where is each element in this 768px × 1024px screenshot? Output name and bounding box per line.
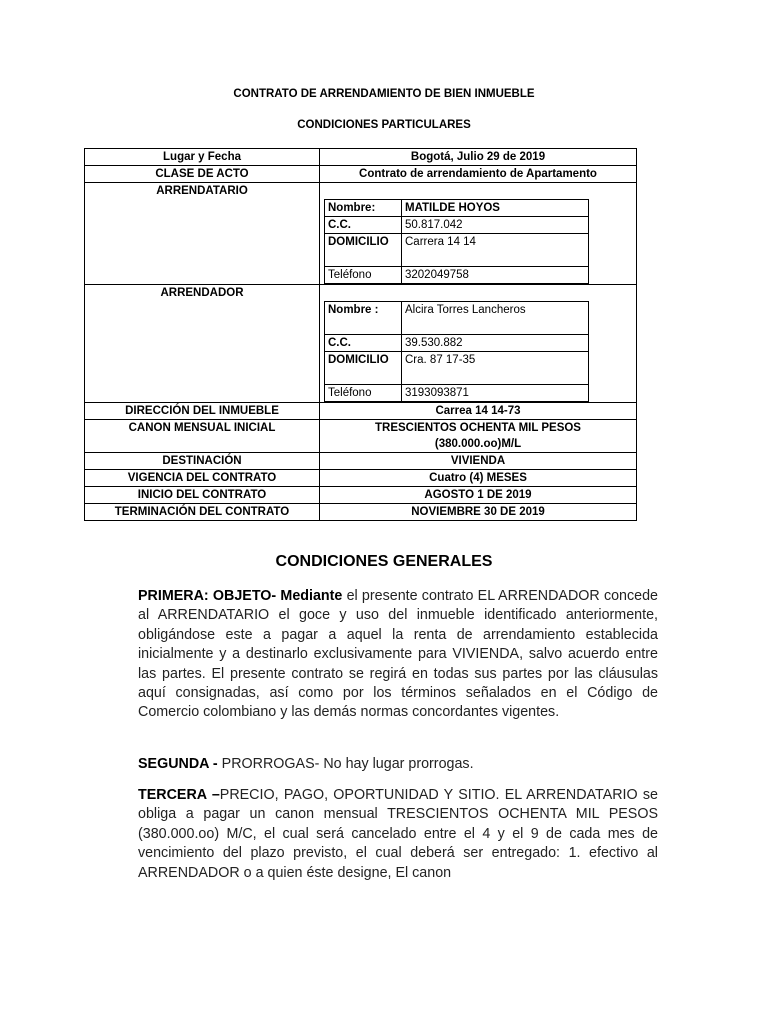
arrendatario-details [320,183,637,285]
table-row [85,403,637,420]
canon-label: CANON MENSUAL INICIAL [85,420,320,453]
arrendatario-label: ARRENDATARIO [85,183,320,285]
table-row [85,504,637,521]
particular-conditions-table [84,148,637,521]
general-conditions-title: CONDICIONES GENERALES [275,553,493,570]
arrendador-telefono-value: 3193093871 [402,385,589,402]
arrendatario-nombre-key: Nombre: [325,200,402,217]
table-row [85,285,637,403]
arrendador-telefono-key: Teléfono [325,385,402,402]
terminacion-value: NOVIEMBRE 30 DE 2019 [320,504,637,521]
arrendador-nombre-key: Nombre : [325,302,402,335]
clause-primera [138,587,658,723]
direccion-value: Carrea 14 14-73 [320,403,637,420]
arrendador-nombre-value: Alcira Torres Lancheros [402,302,589,335]
inicio-label: INICIO DEL CONTRATO [85,487,320,504]
clause-primera-heading: PRIMERA: OBJETO- Mediante [138,588,343,604]
vigencia-value: Cuatro (4) MESES [320,470,637,487]
arrendatario-cc-value: 50.817.042 [402,217,589,234]
clause-primera-body: el presente contrato EL ARRENDADOR concede al ARRENDATARIO el goce y uso del inmueble identificado anteriormente, obligándose este a pagar a aquel la renta de arrendamiento establecida inicialmente y a destinarlo exclusivamente para VIVIENDA, salvo acuerdo entre las partes. El presente contrato se regirá en todas sus partes por las cláusulas aquí consignadas, así como por los términos señalados en el Código de Comercio colombiano y las demás normas concordantes vigentes. [138,588,658,721]
table-row [85,166,637,183]
clase-acto-label: CLASE DE ACTO [85,166,320,183]
direccion-label: DIRECCIÓN DEL INMUEBLE [85,403,320,420]
arrendador-details [320,285,637,403]
table-row [85,470,637,487]
destinacion-label: DESTINACIÓN [85,453,320,470]
clause-segunda-body: PRORROGAS- No hay lugar prorrogas. [217,756,474,772]
lugar-fecha-label: Lugar y Fecha [85,149,320,166]
canon-value [320,420,637,453]
table-row [85,453,637,470]
canon-value-line1: TRESCIENTOS OCHENTA MIL PESOS [375,422,581,434]
clause-tercera-heading: TERCERA – [138,787,220,803]
arrendatario-domicilio-key: DOMICILIO [325,234,402,267]
table-row [85,420,637,453]
arrendatario-nombre-value: MATILDE HOYOS [402,200,589,217]
table-row [85,149,637,166]
arrendador-domicilio-value: Cra. 87 17-35 [402,352,589,385]
arrendatario-cc-key: C.C. [325,217,402,234]
arrendador-cc-key: C.C. [325,335,402,352]
arrendador-subtable [324,301,589,402]
table-row [85,487,637,504]
clause-segunda-heading: SEGUNDA - [138,756,218,772]
document-subtitle: CONDICIONES PARTICULARES [297,119,471,131]
document-title: CONTRATO DE ARRENDAMIENTO DE BIEN INMUEBLE [233,88,535,100]
clause-tercera [138,786,658,883]
arrendatario-domicilio-value: Carrera 14 14 [402,234,589,267]
arrendador-cc-value: 39.530.882 [402,335,589,352]
arrendador-domicilio-key: DOMICILIO [325,352,402,385]
arrendatario-telefono-key: Teléfono [325,267,402,284]
terminacion-label: TERMINACIÓN DEL CONTRATO [85,504,320,521]
lugar-fecha-value: Bogotá, Julio 29 de 2019 [320,149,637,166]
arrendatario-telefono-value: 3202049758 [402,267,589,284]
arrendatario-subtable [324,199,589,284]
vigencia-label: VIGENCIA DEL CONTRATO [85,470,320,487]
clause-segunda [138,755,658,774]
table-row [85,183,637,285]
inicio-value: AGOSTO 1 DE 2019 [320,487,637,504]
canon-value-line2: (380.000.oo)M/L [434,438,522,450]
destinacion-value: VIVIENDA [320,453,637,470]
arrendador-label: ARRENDADOR [85,285,320,403]
clase-acto-value: Contrato de arrendamiento de Apartamento [320,166,637,183]
clause-tercera-body: PRECIO, PAGO, OPORTUNIDAD Y SITIO. EL ARRENDATARIO se obliga a pagar un canon mensual TRESCIENTOS OCHENTA MIL PESOS (380.000.oo) M/C, el cual será cancelado entre el 4 y el 9 de cada mes de vencimiento del plazo previsto, el cual deberá ser entregado: 1. efectivo al ARRENDADOR o a quien éste designe, El canon [138,787,658,881]
